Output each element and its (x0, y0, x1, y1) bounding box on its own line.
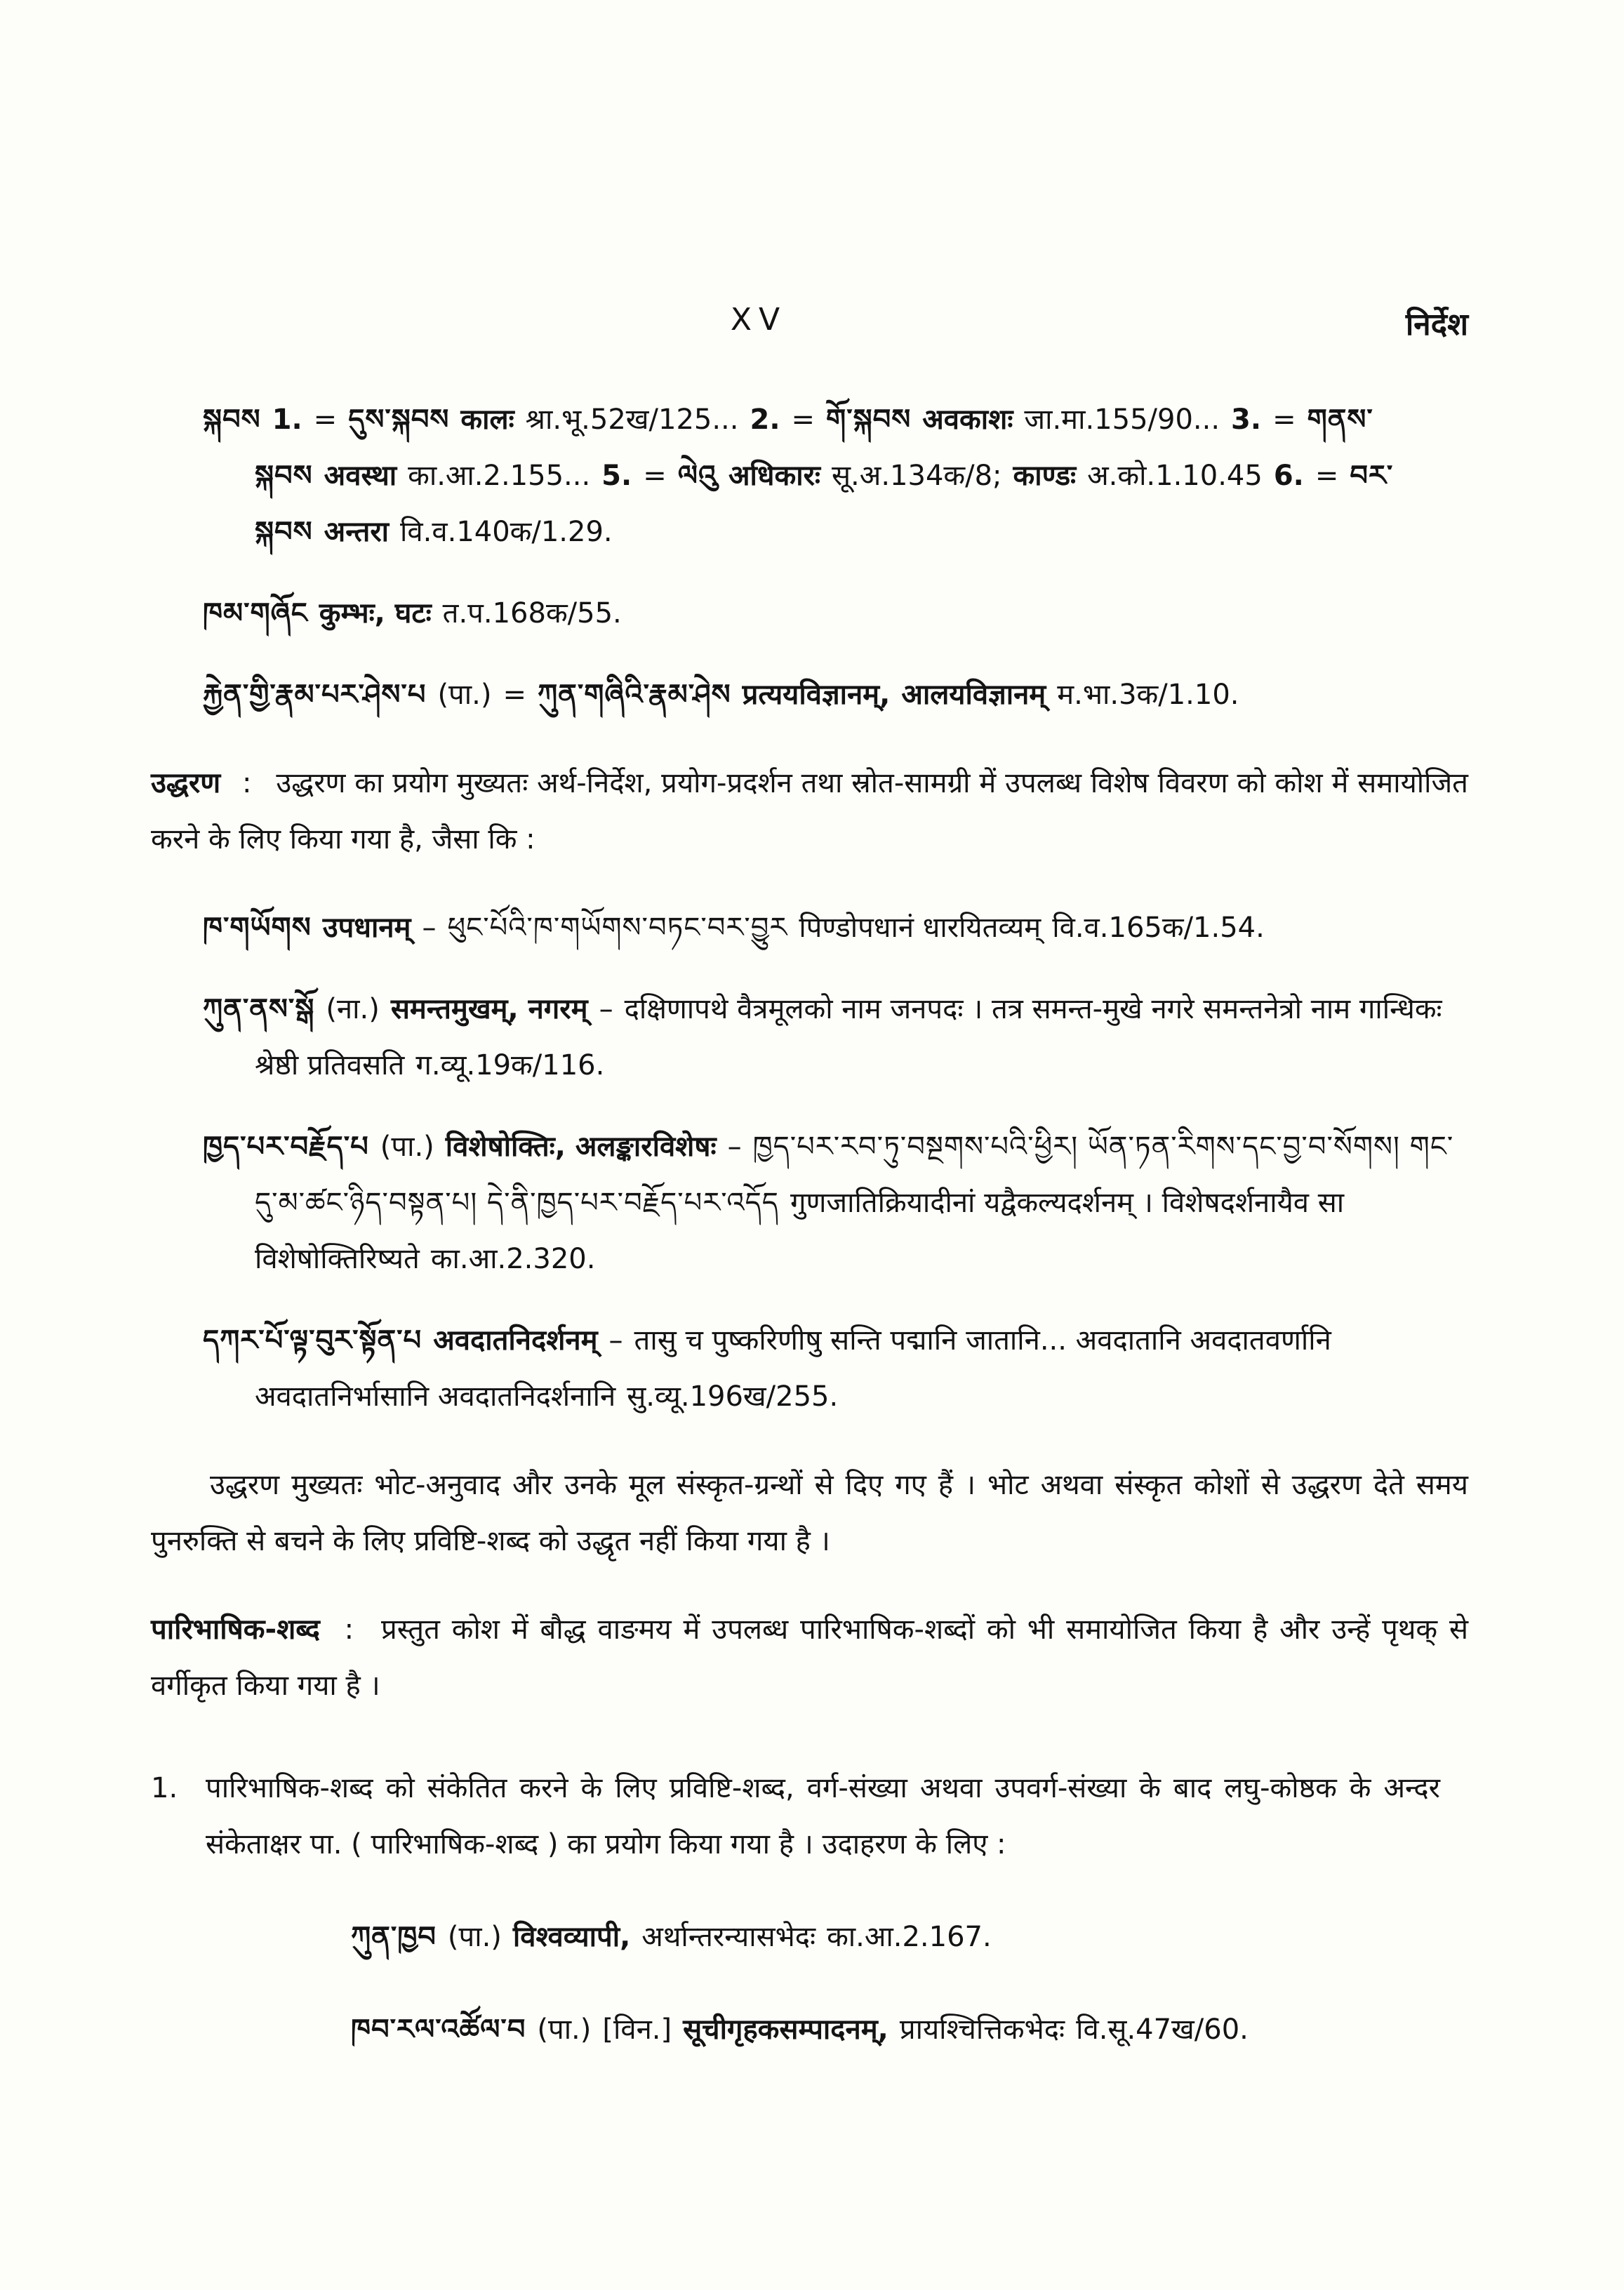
tibetan-headword: ཀུན་ཁྱབ (351, 1921, 437, 1953)
sense-number: 5. (601, 460, 632, 492)
entry-khyad-par-brjod-pa (151, 1119, 1468, 1287)
dash: – (608, 1324, 623, 1357)
source-reference: सू.अ.134क/8; (832, 460, 1002, 492)
grammar-marker: (पा.) (447, 1921, 502, 1953)
tibetan-equivalent: ཀུན་གཞིའི་རྣམ་ཤེས (537, 679, 731, 711)
equals-sign: = (313, 404, 338, 436)
sanskrit-equivalent: सूचीगृहकसम्पादनम्, (683, 2013, 888, 2046)
sanskrit-equivalent: प्रत्ययविज्ञानम्, (742, 679, 891, 711)
sanskrit-equivalent: अन्तरा (324, 516, 390, 548)
list-item-1 (151, 1760, 1468, 1872)
quotation-text: तासु च पुष्करिणीषु सन्ति पद्मानि जातानि... अवदातानि अवदातवर्णानि अवदातनिर्भासानि अवदातनिदर्शनानि (255, 1324, 1331, 1413)
sanskrit-equivalent: अधिकारः (728, 460, 821, 492)
paragraph-uddharan-intro (151, 755, 1468, 867)
source-reference: त.प.168क/55. (442, 597, 622, 630)
tibetan-headword: ཀུན་ནས་སྒོ (203, 993, 315, 1025)
paragraph-paribhashik (151, 1602, 1468, 1714)
source-reference: श्रा.भू.52ख/125... (525, 404, 739, 436)
source-reference: वि.व.165क/1.54. (1052, 912, 1265, 944)
sanskrit-equivalent: समन्तमुखम्, नगरम् (390, 993, 588, 1025)
dash: – (599, 993, 613, 1025)
source-reference: ग.व्यू.19क/116. (415, 1049, 605, 1081)
running-header-title: निर्देश (1405, 307, 1468, 342)
source-reference: अ.को.1.10.45 (1087, 460, 1263, 492)
paragraph-lead-word: पारिभाषिक-शब्द (151, 1613, 320, 1646)
equals-sign: = (1314, 460, 1339, 492)
tibetan-headword: དཀར་པོ་ལྟ་བུར་སྟོན་པ (203, 1324, 422, 1357)
source-reference: वि.व.140क/1.29. (400, 516, 613, 548)
sanskrit-equivalent: कुम्भः, घटः (319, 597, 432, 630)
entry-kun-nas-sgo (151, 981, 1468, 1093)
entry-kun-khyab (151, 1909, 1468, 1965)
grammar-marker: (पा.) (437, 679, 492, 711)
entry-rkyen-gyi-rnam-par-shes-pa (151, 667, 1468, 723)
numbered-list (151, 1760, 1468, 1872)
sense-number: 1. (272, 404, 302, 436)
tibetan-equivalent: བར་སྐབས (255, 460, 1394, 548)
page-number: XV (730, 302, 787, 338)
quotation-text: पिण्डोपधानं धारयितव्यम् (799, 912, 1041, 944)
entry-dkar-po-lta-bur-ston-pa (151, 1312, 1468, 1425)
quotation-text: अर्थान्तरन्यासभेदः (641, 1921, 816, 1953)
sanskrit-equivalent: आलयविज्ञानम् (901, 679, 1046, 711)
paragraph-lead-word: उद्धरण (151, 767, 221, 799)
quotation-text: गुणजातिक्रियादीनां यद्वैकल्यदर्शनम् । विशेषदर्शनायैव सा विशेषोक्तिरिष्यते (255, 1187, 1345, 1275)
equals-sign: = (502, 679, 526, 711)
paragraph-body-text: उद्धरण मुख्यतः भोट-अनुवाद और उनके मूल संस्कृत-ग्रन्थों से दिए गए हैं । भोट अथवा संस्कृत कोशों से उद्धरण देते समय पुनरुक्ति से बचने के लिए प्रविष्टि-शब्द को उद्धृत नहीं किया गया है । (151, 1469, 1468, 1557)
source-reference: का.आ.2.155... (408, 460, 591, 492)
list-item-number: 1. (151, 1772, 178, 1804)
sense-number: 3. (1231, 404, 1262, 436)
tibetan-equivalent: ལེའུ (677, 460, 717, 492)
source-reference: जा.मा.155/90... (1024, 404, 1220, 436)
dash: – (422, 912, 437, 944)
source-reference: का.आ.2.167. (827, 1921, 992, 1953)
entry-kham-gzhong (151, 585, 1468, 641)
quotation-text: प्रायश्चित्तिकभेदः (899, 2013, 1065, 2046)
grammar-marker: (पा.) (380, 1131, 434, 1163)
paragraph-uddharan-note (151, 1457, 1468, 1569)
paragraph-separator: : (344, 1613, 354, 1646)
entry-skabs (151, 392, 1468, 560)
tibetan-quote: ཁྱད་པར་རབ་ཏུ་བསྔགས་པའི་ཕྱིར། ཡོན་ཏན་རིགས་དང་བྱ་བ་སོགས། གང་དུ་མ་ཚང་ཉིད་བསྟན་པ། དེ་ནི་ཁྱད་པར་བརྗོད་པར་འདོད (255, 1131, 1454, 1219)
grammar-marker: (पा.) (537, 2013, 592, 2046)
sanskrit-equivalent: विश्वव्यापी, (512, 1921, 631, 1953)
sanskrit-equivalent: विशेषोक्तिः, अलङ्कारविशेषः (445, 1131, 717, 1163)
sanskrit-equivalent: अवकाशः (922, 404, 1013, 436)
tibetan-headword: ཁམ་གཞོང (203, 597, 308, 630)
dash: – (727, 1131, 742, 1163)
equals-sign: = (791, 404, 816, 436)
grammar-marker: (ना.) (326, 993, 380, 1025)
sanskrit-equivalent: उपधानम् (322, 912, 411, 944)
tibetan-headword: ཁྱད་པར་བརྗོད་པ (203, 1131, 369, 1163)
paragraph-body-text: उद्धरण का प्रयोग मुख्यतः अर्थ-निर्देश, प्रयोग-प्रदर्शन तथा स्रोत-सामग्री में उपलब्ध विशेष विवरण को कोश में समायोजित करने के लिए किया गया है, जैसा कि : (151, 767, 1468, 856)
tibetan-equivalent: གནས་སྐབས (255, 404, 1373, 492)
paragraph-separator: : (242, 767, 252, 799)
tibetan-headword: རྐྱེན་གྱི་རྣམ་པར་ཤེས་པ (203, 679, 427, 711)
source-reference: सु.व्यू.196ख/255. (627, 1380, 839, 1413)
paragraph-body-text: प्रस्तुत कोश में बौद्ध वाङमय में उपलब्ध पारिभाषिक-शब्दों को भी समायोजित किया है और उन्हें पृथक् से वर्गीकृत किया गया है । (151, 1613, 1469, 1702)
equals-sign: = (643, 460, 667, 492)
tibetan-equivalent: གོ་སྐབས (826, 404, 912, 436)
entry-kha-gyogs (151, 900, 1468, 956)
list-item-text: पारिभाषिक-शब्द को संकेतित करने के लिए प्रविष्टि-शब्द, वर्ग-संख्या अथवा उपवर्ग-संख्या के बाद लघु-कोष्ठक के अन्दर संकेताक्षर पा. ( पारिभाषिक-शब्द ) का प्रयोग किया गया है । उदाहरण के लिए : (206, 1772, 1440, 1860)
tibetan-headword: ཁབ་རལ་འཚོལ་བ (351, 2013, 526, 2046)
equals-sign: = (1272, 404, 1296, 436)
source-reference: म.भा.3क/1.10. (1057, 679, 1239, 711)
tibetan-headword: སྐབས (203, 404, 261, 436)
page-header (151, 302, 1468, 347)
grammar-marker: [विन.] (602, 2013, 672, 2046)
sense-number: 6. (1273, 460, 1304, 492)
quotation-text: दक्षिणापथे वैत्रमूलको नाम जनपदः । तत्र समन्त-मुखे नगरे समन्तनेत्रो नाम गान्धिकः श्रेष्ठी प्रतिवसति (255, 993, 1442, 1081)
entry-khab-ral-tshol-ba (151, 2002, 1468, 2058)
tibetan-quote: ཕུང་པོའི་ཁ་གཡོགས་བཏང་བར་བྱུར (447, 912, 788, 944)
sanskrit-equivalent: कालः (460, 404, 514, 436)
source-reference: वि.सू.47ख/60. (1076, 2013, 1249, 2046)
sanskrit-equivalent: अवस्था (324, 460, 397, 492)
sense-number: 2. (750, 404, 780, 436)
sanskrit-equivalent: अवदातनिदर्शनम् (433, 1324, 598, 1357)
source-reference: का.आ.2.320. (430, 1243, 596, 1275)
tibetan-headword: ཁ་གཡོགས (203, 912, 312, 944)
sanskrit-equivalent: काण्डः (1013, 460, 1077, 492)
tibetan-equivalent: དུས་སྐབས (348, 404, 450, 436)
